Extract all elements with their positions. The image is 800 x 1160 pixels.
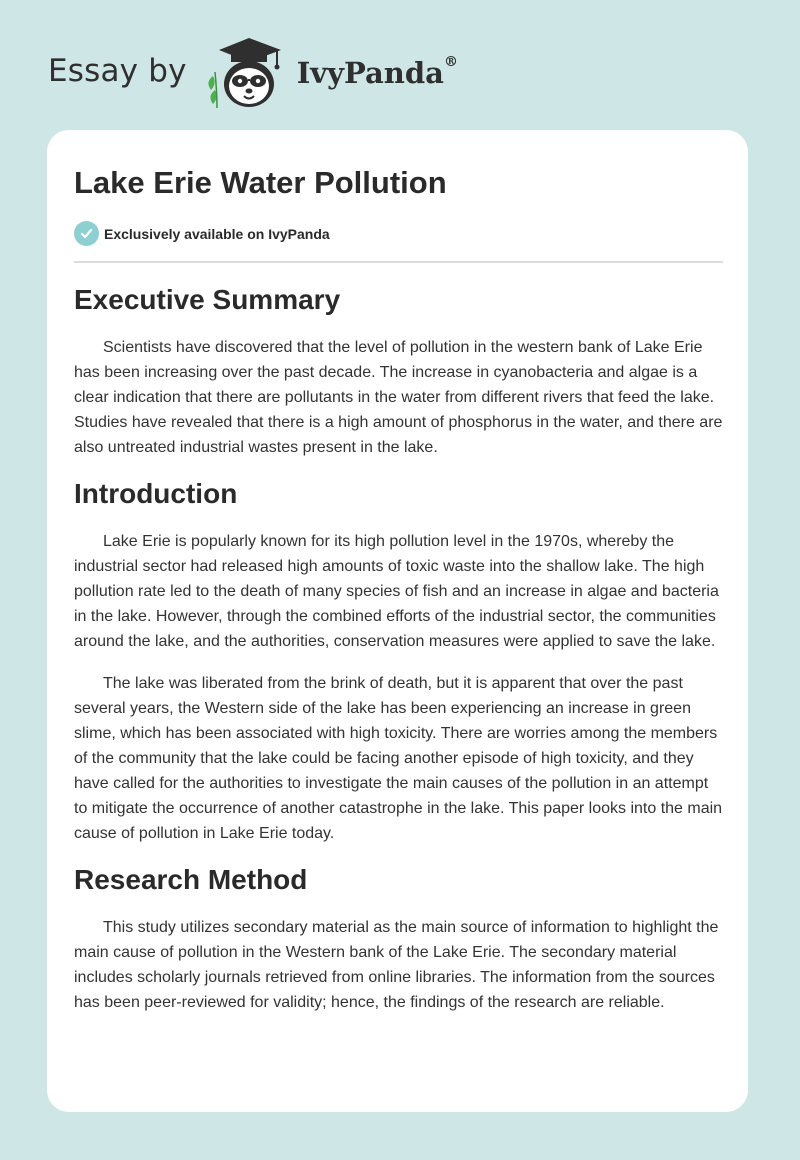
registered-mark: ® (443, 54, 458, 70)
section-heading-introduction: Introduction (74, 478, 238, 509)
section-paragraph: This study utilizes secondary material as the main source of information to highlight the main cause of pollution in the Western bank of the Lake Erie. The secondary material includes scholarly journals retrieved from online libraries. The information from the sources has been peer-reviewed for validity; hence, the findings of the research are reliable. (74, 919, 719, 1011)
section-heading-research-method: Research Method (74, 864, 308, 895)
check-circle-icon (74, 221, 99, 246)
essay-by-label: Essay by (48, 53, 187, 89)
section-heading-executive-summary: Executive Summary (74, 284, 341, 315)
exclusive-badge (74, 221, 330, 246)
title-divider (74, 261, 723, 263)
section-paragraph: Lake Erie is popularly known for its high pollution level in the 1970s, whereby the industrial sector had released high amounts of toxic waste into the shallow lake. The high pollution rate led to the death of many species of fish and an increase in algae and bacteria in the lake. However, through the combined efforts of the industrial sector, the communities around the lake, and the authorities, conservation measures were applied to save the lake. (74, 533, 719, 650)
section-paragraph: Scientists have discovered that the level of pollution in the western bank of Lake Erie has been increasing over the past decade. The increase in cyanobacteria and algae is a clear indication that there are pollutants in the water from different rivers that feed the lake. Studies have revealed that there is a high amount of phosphorus in the water, and there are also untreated industrial wastes present in the lake. (74, 339, 723, 456)
exclusive-badge-label: Exclusively available on IvyPanda (104, 225, 330, 242)
article-title: Lake Erie Water Pollution (74, 165, 447, 200)
ivypanda-logo-icon[interactable] (201, 36, 291, 112)
section-paragraph: The lake was liberated from the brink of death, but it is apparent that over the past several years, the Western side of the lake has been experiencing an increase in green slime, which has been associated with high toxicity. There are worries among the members of the community that the lake could be facing another episode of high toxicity, and they have called for the authorities to investigate the main causes of the pollution in an attempt to mitigate the occurrence of another catastrophe in the lake. This paper looks into the main cause of pollution in Lake Erie today. (74, 675, 723, 842)
site-header (48, 34, 458, 114)
article-card (47, 130, 748, 1112)
article-body (74, 282, 723, 1032)
brand-name: IvyPanda® (296, 54, 458, 90)
